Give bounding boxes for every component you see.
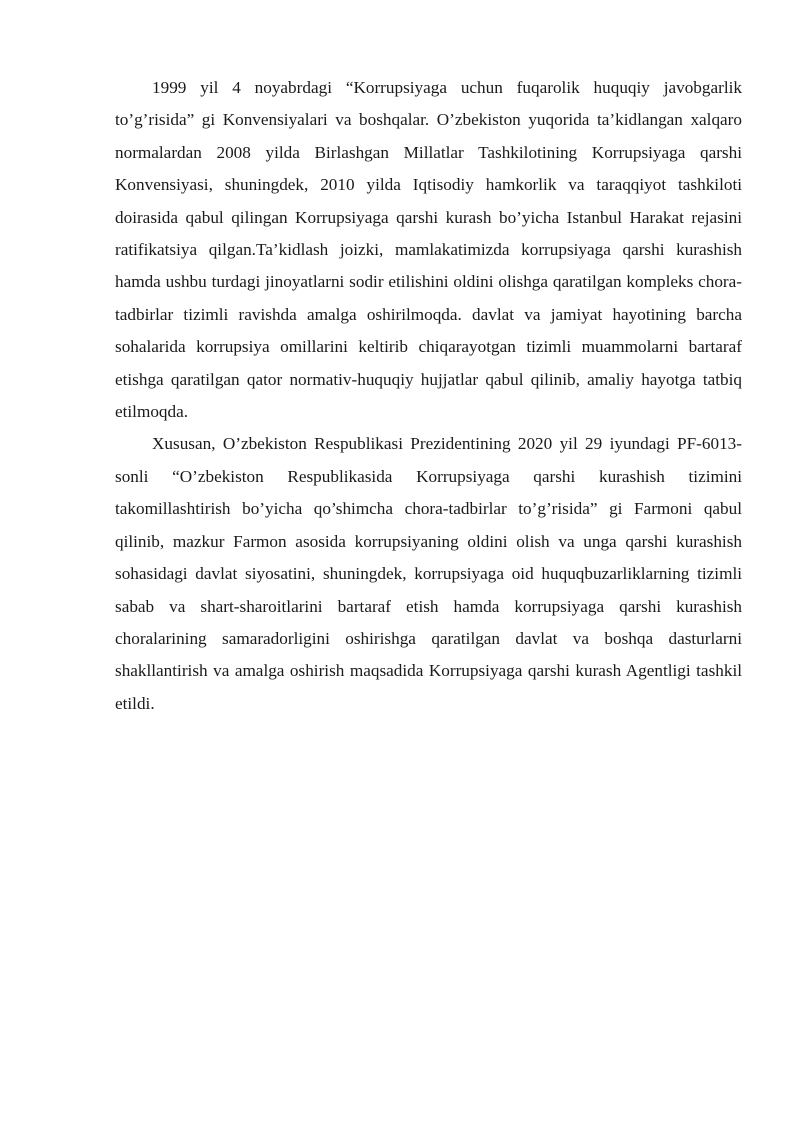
paragraph-2: Xususan, O’zbekiston Respublikasi Prezidentining 2020 yil 29 iyundagi PF-6013-sonli “O’zbekiston Respublikasida Korrupsiyaga qarshi kurashish tizimini takomillashtirish bo’yicha qo’shimcha chora-tadbirlar to’g’risida” gi Farmoni qabul qilinib, mazkur Farmon asosida korrupsiyaning oldini olish va unga qarshi kurashish sohasidagi davlat siyosatini, shuningdek, korrupsiyaga oid huquqbuzarliklarning tizimli sabab va shart-sharoitlarini bartaraf etish hamda korrupsiyaga qarshi kurashish choralarining samaradorligini oshirishga qaratilgan davlat va boshqa dasturlarni shakllantirish va amalga oshirish maqsadida Korrupsiyaga qarshi kurash Agentligi tashkil etildi. [115, 434, 742, 713]
paragraph-1: 1999 yil 4 noyabrdagi “Korrupsiyaga uchun fuqarolik huquqiy javobgarlik to’g’risida” gi Konvensiyalari va boshqalar. O’zbekiston yuqorida ta’kidlangan xalqaro normalardan 2008 yilda Birlashgan Millatlar Tashkilotining Korrupsiyaga qarshi Konvensiyasi, shuningdek, 2010 yilda Iqtisodiy hamkorlik va taraqqiyot tashkiloti doirasida qabul qilingan Korrupsiyaga qarshi kurash bo’yicha Istanbul Harakat rejasini ratifikatsiya qilgan.Ta’kidlash joizki, mamlakatimizda korrupsiyaga qarshi kurashish hamda ushbu turdagi jinoyatlarni sodir etilishini oldini olishga qaratilgan kompleks chora-tadbirlar tizimli ravishda amalga oshirilmoqda. davlat va jamiyat hayotining barcha sohalarida korrupsiya omillarini keltirib chiqarayotgan tizimli muammolarni bartaraf etishga qaratilgan qator normativ-huquqiy hujjatlar qabul qilinib, amaliy hayotga tatbiq etilmoqda. [115, 78, 742, 422]
body-text [115, 72, 742, 720]
